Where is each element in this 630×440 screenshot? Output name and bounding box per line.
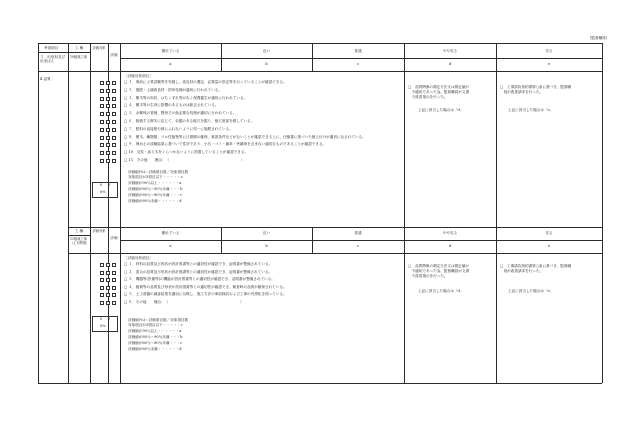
s1-item: □ １．事前に土質試験等を実施し、改良材の選定、必要量の設定等を行っていることが確認できる。: [124, 80, 287, 84]
s1-checkbox[interactable]: [112, 97, 116, 101]
s2-body-split-2: [496, 253, 497, 383]
s1-checkbox[interactable]: [106, 159, 110, 163]
s2-d-line: で改善指示を行った。: [408, 274, 448, 278]
s1-checkbox[interactable]: [100, 128, 104, 132]
level-d-1: やや劣る: [442, 49, 458, 53]
s1-header-mid: [120, 58, 602, 59]
s1-percent: 0%: [100, 190, 106, 194]
s1-checkbox[interactable]: [106, 120, 110, 124]
level-e-2: 劣る: [545, 231, 553, 235]
s2-item: □ ４．植栽等の品質及び形状が設計図書等との適切性が確認でき、検査時の品質が確保されている。: [124, 284, 287, 289]
s1-checkbox[interactable]: [106, 112, 110, 116]
s1-e-criteria: [500, 86, 600, 102]
mark-e-1: e: [547, 62, 551, 66]
mark-e-2: e: [547, 244, 551, 248]
level-c-2: 普通: [354, 231, 362, 235]
s2-formula-line: 評価値が80％～90％未満・・・b: [128, 335, 183, 339]
s1-d-line: で改善指示を行った。: [408, 95, 448, 99]
col-line-2: [90, 43, 91, 383]
s1-items-list: [124, 81, 402, 169]
s1-formula-title: 評価値(%)＝評価項目数／対象項目数: [128, 170, 189, 174]
s1-checkbox[interactable]: [106, 151, 110, 155]
s2-formula-line: 評価値が90％以上・・・・・・a: [128, 329, 182, 333]
s2-checkbox[interactable]: [100, 301, 104, 305]
s2-checkbox[interactable]: [106, 286, 110, 290]
s2-item: □ ６．その他 理由：（ ）: [124, 300, 244, 304]
level-e-1: 劣る: [545, 49, 553, 53]
s1-checkbox[interactable]: [100, 97, 104, 101]
item-header: 考査項目: [44, 46, 59, 50]
mark-d-2: d: [448, 244, 452, 248]
s1-formula-lines: [128, 176, 328, 216]
s2-formula-line: 対象項目が3項目以下・・・・・c: [128, 323, 183, 327]
s1-checkbox[interactable]: [106, 104, 110, 108]
s2-checkbox[interactable]: [106, 263, 110, 267]
mark-b-2: b: [265, 244, 268, 248]
level-c-1: 普通: [354, 49, 362, 53]
s2-header-mid: [120, 240, 602, 241]
level-d-2: やや劣る: [442, 231, 458, 235]
s2-d-line: □ 品質関係の測定方法又は測定値が: [408, 264, 469, 268]
s1-checkbox[interactable]: [112, 143, 116, 147]
s2-item: □ ５．土工基盤の調査結果を適切に反映し、施工方法の事前検討および工事の円滑化を図っている。: [124, 292, 287, 297]
col-line-4: [120, 43, 121, 383]
s2-checkbox[interactable]: [112, 301, 116, 305]
s1-e-footer: 上記に該当した場合は「e」: [508, 108, 554, 112]
s1-body-split-1: [404, 71, 405, 227]
s2-header-bottom: [68, 253, 602, 254]
s1-lvl-4: [496, 43, 497, 71]
s1-formula-line: 評価値が60％～80％未満・・・c: [128, 193, 183, 197]
s1-checkbox[interactable]: [100, 159, 104, 163]
s1-item: □ ２．施肥・土壌改良材・防草処理が適切に行われている。: [124, 87, 222, 92]
s1-checkbox[interactable]: [112, 159, 116, 163]
s1-checkbox[interactable]: [100, 89, 104, 93]
s1-d-line: □ 品質関係の測定方法又は測定値が: [408, 85, 469, 89]
s1-d-criteria: [408, 86, 494, 106]
s1-formula-line: 評価値が60％未満・・・・・・d: [128, 199, 182, 203]
s2-item: □ １．材料の品質及び形状が設計図書等との適切性が確認でき、証明書が整備されている。: [124, 262, 273, 266]
s1-checkbox[interactable]: [106, 143, 110, 147]
s1-formula-line: 対象項目が3項目以下・・・・・c: [128, 175, 183, 179]
s2-checkbox[interactable]: [106, 301, 110, 305]
level-b-2: 良い: [262, 231, 271, 235]
mark-d-1: d: [448, 62, 452, 66]
s1-item: □ ８．樹木、種類類、ツル性植物等に日照樹の確保、被害条件などがないことが確認できる上に、仕様書に基づいた植え付けが適切になされている。: [124, 134, 366, 139]
s1-header-bottom: [38, 71, 602, 72]
s1-lvl-3: [404, 43, 405, 71]
s1-checkbox[interactable]: [112, 81, 116, 85]
s2-checkbox[interactable]: [100, 286, 104, 290]
s2-checkbox[interactable]: [112, 293, 116, 297]
s2-items-list: [124, 263, 402, 309]
s1-body-split-2: [496, 71, 497, 227]
s2-formula-lines: [128, 324, 328, 364]
s1-checkbox[interactable]: [112, 128, 116, 132]
s1-checkbox[interactable]: [112, 151, 116, 155]
mark-c-2: c: [356, 244, 359, 248]
s1-count-a: 0: [100, 183, 103, 187]
s2-leftcol-line: [68, 235, 90, 236]
s2-e-line: □ 工事請負契約書第○条に基づき、監督職: [500, 264, 572, 268]
s1-checkbox[interactable]: [112, 136, 116, 140]
s2-checkbox[interactable]: [100, 263, 104, 267]
s2-formula-line: 評価値が60％～80％未満・・・c: [128, 341, 183, 345]
s1-leftcol-line: [38, 52, 90, 53]
s1-checkbox[interactable]: [112, 104, 116, 108]
s1-checkbox[interactable]: [100, 112, 104, 116]
mark-b-1: b: [265, 62, 268, 66]
s1-checkbox[interactable]: [112, 120, 116, 124]
s1-count-b: 0: [108, 183, 111, 187]
mark-a-1: a: [169, 62, 172, 66]
s1-checkbox[interactable]: [100, 81, 104, 85]
s1-checkbox[interactable]: [106, 136, 110, 140]
type-header-2: 工 種: [74, 229, 84, 233]
s1-item: □ ４．樹木等の生育に影響のあるものは除去されている。: [124, 103, 219, 108]
item-title: ３．出来形及び出来ばえ: [40, 55, 66, 64]
s2-checkbox-grid: [100, 263, 120, 309]
s2-checkbox[interactable]: [100, 278, 104, 282]
s2-checkbox[interactable]: [112, 286, 116, 290]
s2-checkbox[interactable]: [106, 293, 110, 297]
s1-item: □ ６．植栽する樹木に応じて、余掘のある植穴を掘り、植穴底部を耕している。: [124, 119, 255, 123]
frame-bottom: [38, 383, 602, 384]
section1-type: 10植栽工事: [70, 55, 87, 59]
frame-top: [38, 43, 602, 44]
s2-heading: ［評価対象項目］: [124, 256, 153, 260]
frame-right: [602, 43, 603, 383]
eval-target-header-1: 評価対象: [92, 46, 106, 50]
s1-item: □ ７．肥料の直接根や鉢にふれないように均一に施肥されている。: [124, 126, 233, 131]
s2-d-line: 不適切であった為、監督職員が文書: [408, 269, 470, 273]
s2-checkbox[interactable]: [100, 271, 104, 275]
s1-item: □ ３．樹木等の形状、はちくずれ等がなく保護養生が適切に行われている。: [124, 95, 248, 100]
s2-checkbox[interactable]: [100, 293, 104, 297]
level-a-1: 優れている: [161, 49, 180, 53]
s1-formula-line: 評価値が90％以上・・・・・・a: [128, 181, 182, 185]
s1-d-line: 不適切であった為、監督職員が文書: [408, 90, 470, 94]
supervisor-note: (監督職員): [590, 36, 608, 40]
s1-checkbox[interactable]: [106, 81, 110, 85]
s1-checkbox[interactable]: [106, 128, 110, 132]
s2-formula-line: 評価値が60％未満・・・・・・d: [128, 347, 182, 351]
s2-checkbox[interactable]: [112, 271, 116, 275]
grade-header-2: 評価: [110, 236, 118, 240]
s1-heading: ［評価対象項目］: [124, 74, 153, 78]
s2-header-top: [68, 227, 602, 228]
mark-c-1: c: [356, 62, 359, 66]
mark-a-2: a: [169, 244, 172, 248]
s2-count-a: 0: [100, 317, 103, 321]
s1-item: □ ９．埋め土の試験結果に基づいて性状であり、小石・ゴミ・雑草・夾雑物を含まない適切なものであることが確認できる。: [124, 142, 327, 147]
s1-checkbox[interactable]: [100, 120, 104, 124]
s1-d-footer: 上記に該当した場合は「d」: [418, 108, 464, 112]
s1-formula-line: 評価値が80％～90％未満・・・b: [128, 187, 183, 191]
col-line-1: [68, 43, 69, 383]
s2-formula-title: 評価値(%)＝評価項目数／対象項目数: [128, 318, 189, 322]
s2-item: □ ３．機器等(設備等)の機能が設計図書等との適切性が確認でき、証明書が整備されている。: [124, 277, 275, 282]
s1-checkbox[interactable]: [112, 89, 116, 93]
s1-e-line: 員が改善請求を行った。: [500, 90, 544, 94]
s1-item: □ ５．余剰残の管理、整形その他必要な処理が適切に行われている。: [124, 111, 237, 116]
s2-d-footer: 上記に該当した場合は「d」: [418, 289, 464, 293]
section2-type: 11植栽工事（土木関連）: [70, 237, 90, 245]
s1-e-line: □ 工事請負契約書第○条に基づき、監督職: [500, 85, 572, 89]
s2-e-line: 員が改善請求を行った。: [500, 269, 544, 273]
s2-e-footer: 上記に該当した場合は「e」: [508, 289, 554, 293]
s1-checkbox[interactable]: [106, 89, 110, 93]
s1-checkbox[interactable]: [100, 151, 104, 155]
type-header-1: 工 種: [74, 46, 84, 50]
s2-d-criteria: [408, 265, 494, 285]
item-sub: Ⅱ.品質: [40, 77, 51, 81]
s2-count-b: 0: [108, 317, 111, 321]
s1-lvl-2: [312, 43, 313, 71]
frame-left: [38, 43, 39, 383]
s1-item: □ 11．その他 理由：（ ）: [124, 158, 245, 162]
s1-checkbox[interactable]: [100, 136, 104, 140]
level-a-2: 優れている: [161, 231, 180, 235]
s1-checkbox[interactable]: [112, 112, 116, 116]
s2-percent: 0%: [100, 324, 106, 328]
s2-checkbox[interactable]: [106, 271, 110, 275]
grade-header-1: 評価: [110, 53, 118, 57]
s2-checkbox[interactable]: [112, 278, 116, 282]
s2-checkbox[interactable]: [112, 263, 116, 267]
eval-target-header-2: 評価対象: [92, 229, 106, 233]
s1-lvl-1: [221, 43, 222, 71]
s1-item: □ 10．支柱・添え木をぐらつかないように設置していることが確認できる。: [124, 150, 249, 155]
level-b-1: 良い: [262, 49, 271, 53]
s1-checkbox[interactable]: [100, 143, 104, 147]
s1-checkbox[interactable]: [106, 97, 110, 101]
s1-checkbox-grid: [100, 81, 120, 169]
s1-checkbox[interactable]: [100, 104, 104, 108]
s2-body-split-1: [404, 253, 405, 383]
s2-item: □ ２．混合の品質及び形状が設計図書等との適切性が確認でき、証明書が整備されている。: [124, 269, 273, 274]
s2-checkbox[interactable]: [106, 278, 110, 282]
s2-e-criteria: [500, 265, 600, 281]
